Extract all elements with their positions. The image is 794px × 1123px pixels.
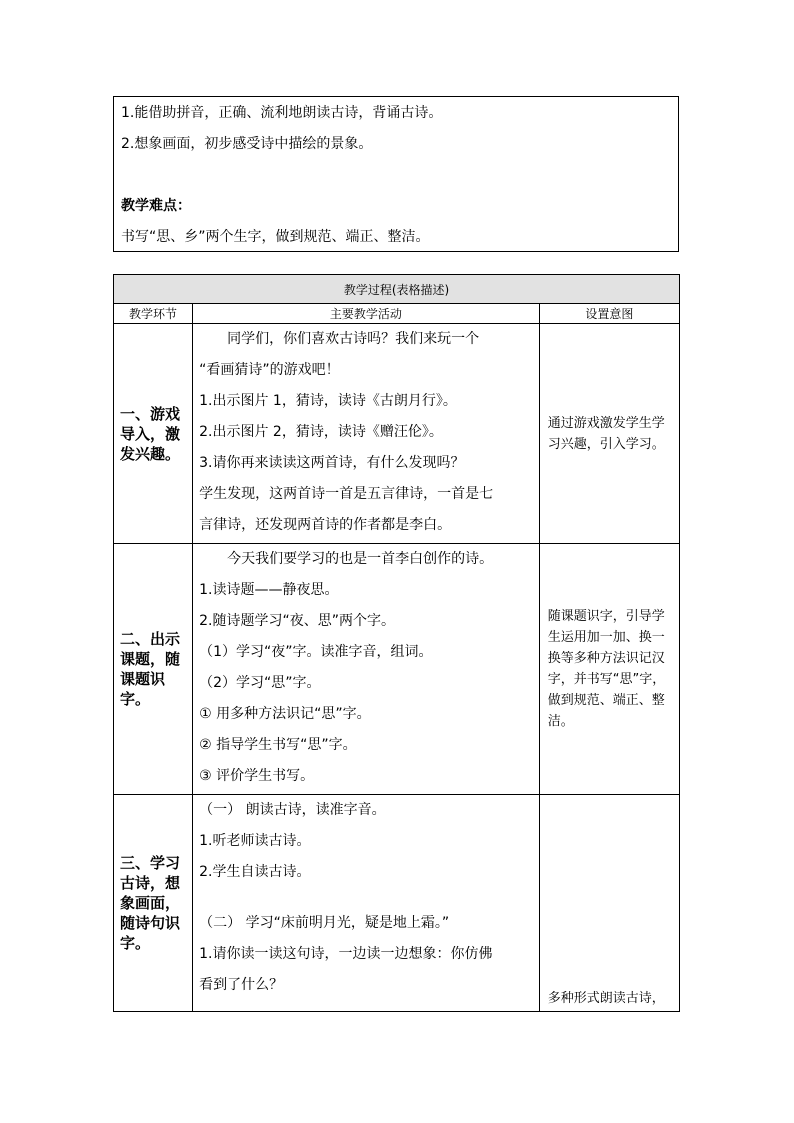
activities-cell xyxy=(193,324,540,544)
table-row xyxy=(114,324,680,544)
activities-cell xyxy=(193,795,540,1012)
column-header-stage: 教学环节 xyxy=(114,304,193,324)
activity-line: ① 用多种方法识记“思”字。 xyxy=(199,706,371,722)
intent-cell: 通过游戏激发学生学习兴趣，引入学习。 xyxy=(539,324,679,544)
objectives-box xyxy=(113,96,679,252)
activity-line: （一） 朗读古诗，读准字音。 xyxy=(199,802,386,818)
stage-cell: 一、游戏导入，激发兴趣。 xyxy=(114,324,193,544)
table-title: 教学过程(表格描述) xyxy=(114,275,680,304)
intent-cell: 随课题识字，引导学生运用加一加、换一换等多种方法识记汉字，并书写“思”字，做到规范、端正、整洁。 xyxy=(539,544,679,795)
activity-line: （二） 学习“床前明月光，疑是地上霜。” xyxy=(199,915,450,931)
activity-line: 1.出示图片 1，猜诗，读诗《古朗月行》。 xyxy=(199,393,457,409)
activity-line: ② 指导学生书写“思”字。 xyxy=(199,737,357,753)
activity-spacer xyxy=(199,888,535,908)
activity-line: 1.请你读一读这句诗，一边读一边想象：你仿佛 xyxy=(199,946,493,962)
stage-cell: 二、出示课题，随课题识字。 xyxy=(114,544,193,795)
objective-line-2: 2.想象画面，初步感受诗中描绘的景象。 xyxy=(121,136,373,152)
activity-line: 言律诗，还发现两首诗的作者都是李白。 xyxy=(199,517,452,533)
intent-cell: 多种形式朗读古诗， xyxy=(539,795,679,1012)
column-header-activities: 主要教学活动 xyxy=(193,304,540,324)
activity-line: “看画猜诗”的游戏吧！ xyxy=(199,362,340,378)
stage-cell: 三、学习古诗，想象画面，随诗句识字。 xyxy=(114,795,193,1012)
activities-cell xyxy=(193,544,540,795)
activity-line: ③ 评价学生书写。 xyxy=(199,768,315,784)
table-row xyxy=(114,544,680,795)
activity-line: 学生发现，这两首诗一首是五言律诗，一首是七 xyxy=(199,486,494,502)
activity-line: 看到了什么？ xyxy=(199,977,284,993)
teaching-process-table xyxy=(113,274,680,1012)
activity-line: 2.学生自读古诗。 xyxy=(199,864,311,880)
column-header-intent: 设置意图 xyxy=(539,304,679,324)
table-row xyxy=(114,795,680,1012)
activity-line: 2.随诗题学习“夜、思”两个字。 xyxy=(199,613,395,629)
activity-line: （2）学习“思”字。 xyxy=(199,675,321,691)
activity-line: 3.请你再来读读这两首诗，有什么发现吗？ xyxy=(199,455,465,471)
difficulty-text: 书写“思、乡”两个生字，做到规范、端正、整洁。 xyxy=(121,229,430,245)
activity-line: （1）学习“夜”字。读准字音，组词。 xyxy=(199,644,433,660)
activity-line: 2.出示图片 2，猜诗，读诗《赠汪伦》。 xyxy=(199,424,443,440)
activity-line: 1.听老师读古诗。 xyxy=(199,833,311,849)
objective-line-1: 1.能借助拼音，正确、流利地朗读古诗，背诵古诗。 xyxy=(121,105,443,121)
activity-line: 同学们，你们喜欢古诗吗？我们来玩一个 xyxy=(227,331,480,347)
activity-line: 1.读诗题——静夜思。 xyxy=(199,582,339,598)
activity-line: 今天我们要学习的也是一首李白创作的诗。 xyxy=(227,551,494,567)
difficulty-heading: 教学难点： xyxy=(121,198,191,214)
